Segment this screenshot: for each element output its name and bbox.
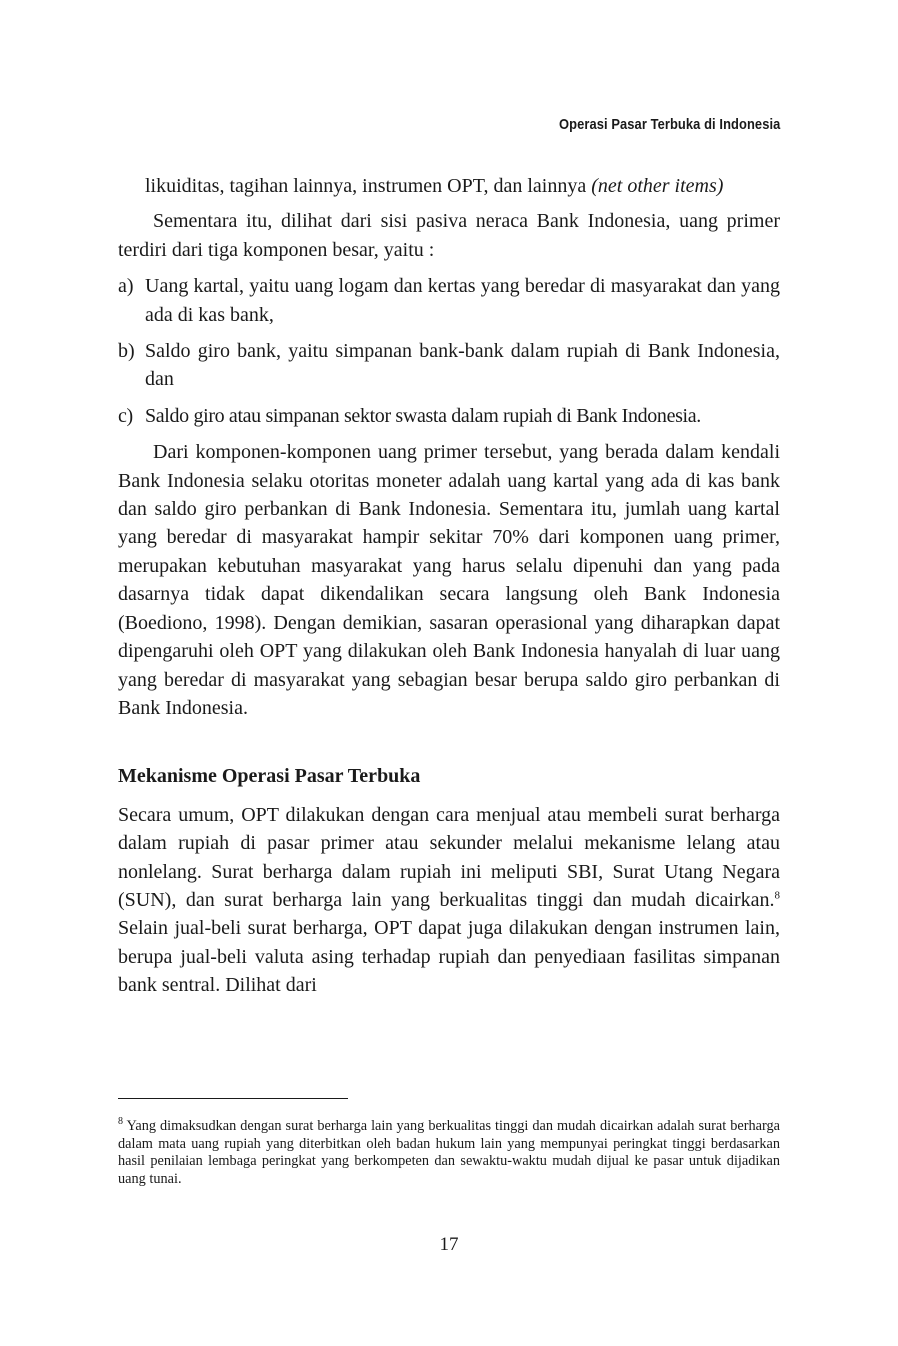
running-header-title: Operasi Pasar Terbuka di Indonesia bbox=[558, 116, 780, 133]
continuation-italic: (net other items) bbox=[591, 175, 724, 197]
paragraph-components: Dari komponen-komponen uang primer tersebut, yang berada dalam kendali Bank Indonesia selaku otoritas moneter adalah uang kartal yang ada di kas bank dan saldo giro perbankan di Bank Indonesia. Sementara itu, jumlah uang kartal yang beredar di masyarakat hampir sekitar 70% dari komponen uang primer, merupakan kebutuhan masyarakat yang harus selalu dipenuhi dan yang pada dasarnya tidak dapat dikendalikan secara langsung oleh Bank Indonesia (Boediono, 1998). Dengan demikian, sasaran operasional yang diharapkan dapat dipengaruhi oleh OPT yang dilakukan oleh Bank Indonesia hanyalah di luar uang yang beredar di masyarakat yang sebagian besar berupa saldo giro perbankan di Bank Indonesia. bbox=[118, 441, 780, 719]
list-marker: a) bbox=[118, 275, 134, 298]
section-heading: Mekanisme Operasi Pasar Terbuka bbox=[118, 765, 421, 788]
mechanism-text-part2: Selain jual-beli surat berharga, OPT dapat juga dilakukan dengan instrumen lain, berupa jual-beli valuta asing terhadap rupiah dan penyediaan fasilitas simpanan bank sentral. Dilihat dari bbox=[118, 917, 780, 997]
list-item-text: Saldo giro atau simpanan sektor swasta dalam rupiah di Bank Indonesia. bbox=[145, 404, 701, 427]
paragraph-pasiva-intro: Sementara itu, dilihat dari sisi pasiva neraca Bank Indonesia, uang primer terdiri dari tiga komponen besar, yaitu : bbox=[118, 210, 780, 261]
list-item bbox=[118, 272, 780, 329]
continuation-text: likuiditas, tagihan lainnya, instrumen OPT, dan lainnya bbox=[145, 175, 592, 197]
list-item-text: Uang kartal, yaitu uang logam dan kertas yang beredar di masyarakat dan yang ada di kas bank, bbox=[145, 275, 780, 326]
list-marker: b) bbox=[118, 340, 135, 363]
list-marker: c) bbox=[118, 404, 133, 427]
continuation-paragraph bbox=[118, 172, 780, 200]
paragraph-mechanism bbox=[118, 801, 780, 1000]
footnote-mark: 8 bbox=[118, 1116, 123, 1128]
footnote-text: Yang dimaksudkan dengan surat berharga lain yang berkualitas tinggi dan mudah dicairkan adalah surat berharga dalam mata uang rupiah yang diterbitkan oleh badan hukum lain yang mempunyai peringkat tinggi berdasarkan hasil penilaian lembaga peringkat yang berkompeten dan sewaktu-waktu mudah dijual ke pasar untuk dijadikan uang tunai. bbox=[118, 1118, 780, 1187]
footnote-divider bbox=[118, 1098, 348, 1099]
footnote-reference[interactable]: 8 bbox=[774, 889, 780, 902]
list-item bbox=[118, 337, 780, 394]
list-item-text: Saldo giro bank, yaitu simpanan bank-bank dalam rupiah di Bank Indonesia, dan bbox=[145, 340, 780, 391]
mechanism-text-part1: Secara umum, OPT dilakukan dengan cara menjual atau membeli surat berharga dalam rupiah di pasar primer atau sekunder melalui mekanisme lelang atau nonlelang. Surat berharga dalam rupiah ini meliputi SBI, Surat Utang Negara (SUN), dan surat berharga lain yang berkualitas tinggi dan mudah dicairkan. bbox=[118, 803, 780, 911]
footnote bbox=[118, 1118, 780, 1188]
page-number: 17 bbox=[439, 1234, 459, 1255]
main-text bbox=[118, 172, 780, 1000]
list-item bbox=[118, 402, 780, 430]
